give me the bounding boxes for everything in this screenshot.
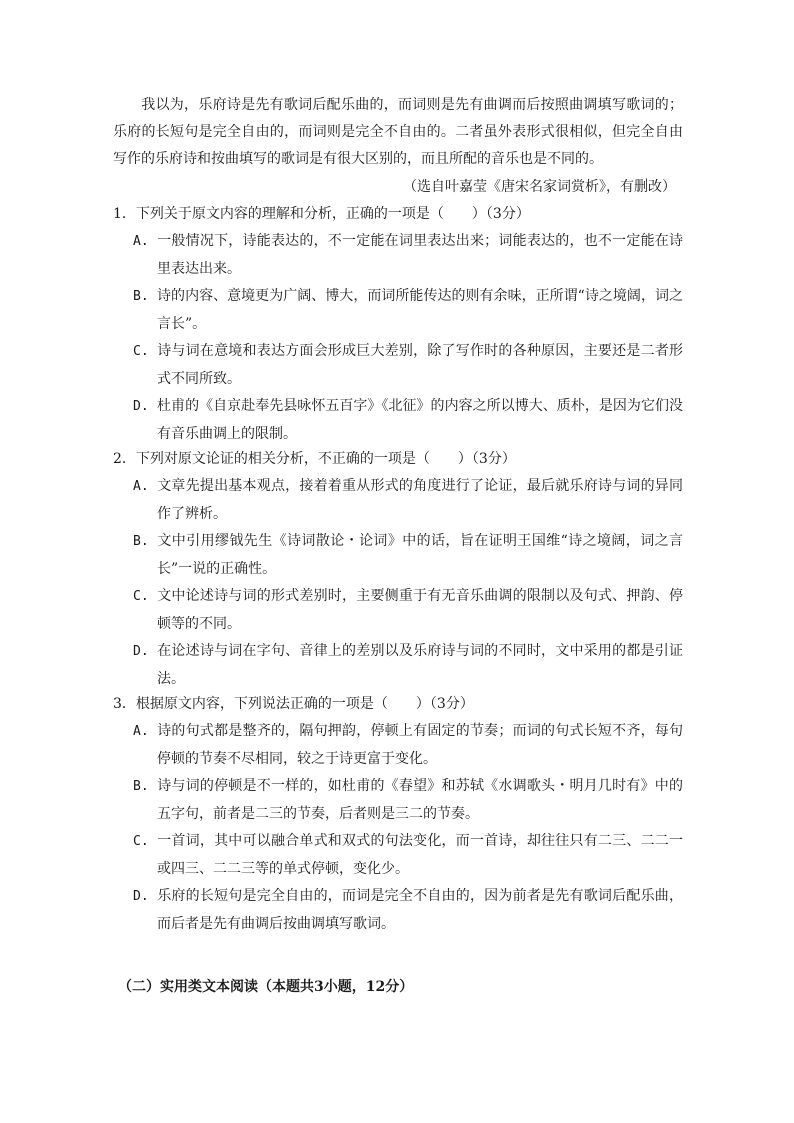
question-1 [113,201,683,448]
option-text: 文章先提出基本观点，接着着重从形式的角度进行了论证，最后就乐府诗与词的异同作了辨析。 [157,478,683,522]
option-d [113,638,683,693]
option-letter: B. [133,289,149,304]
option-text: 一首词，其中可以融合单式和双式的句法变化，而一首诗，却往往只有二三、二二一或四三、二二三等的单式停顿，变化少。 [157,833,683,877]
option-text: 杜甫的《自京赴奉先县咏怀五百字》《北征》的内容之所以博大、质朴，是因为它们没有音乐曲调上的限制。 [157,398,683,442]
option-c [113,828,683,883]
option-b [113,528,683,583]
question-stem: 1．下列关于原文内容的理解和分析，正确的一项是（ ）（3分） [113,206,530,222]
option-letter: D. [133,644,149,659]
option-a [113,473,683,528]
option-letter: A. [133,234,149,249]
question-3 [113,691,683,938]
section-heading: （二）实用类文本阅读（本题共3小题，12分） [118,979,414,995]
option-letter: C. [133,589,149,604]
option-text: 诗的句式都是整齐的，隔句押韵，停顿上有固定的节奏；而词的句式长短不齐，每句停顿的节奏不尽相同，较之于诗更富于变化。 [157,723,683,767]
option-b [113,773,683,828]
option-letter: A. [133,479,149,494]
option-text: 乐府的长短句是完全自由的，而词是完全不自由的，因为前者是先有歌词后配乐曲，而后者是先有曲调后按曲调填写歌词。 [157,888,683,932]
question-stem: 3．根据原文内容，下列说法正确的一项是（ ）（3分） [113,696,474,712]
option-text: 文中论述诗与词的形式差别时，主要侧重于有无音乐曲调的限制以及句式、押韵、停顿等的不同。 [157,588,683,632]
option-text: 诗与词的停顿是不一样的，如杜甫的《春望》和苏轼《水调歌头・明月几时有》中的五字句，前者是二三的节奏，后者则是三二的节奏。 [157,778,683,822]
question-stem: 2．下列对原文论证的相关分析，不正确的一项是（ ）（3分） [113,451,516,467]
source-citation: （选自叶嘉莹《唐宋名家词赏析》，有删改） [403,179,676,195]
option-text: 诗与词在意境和表达方面会形成巨大差别，除了写作时的各种原因，主要还是二者形式不同所致。 [157,343,683,387]
option-letter: B. [133,779,149,794]
question-2 [113,446,683,693]
option-b [113,283,683,338]
option-c [113,583,683,638]
option-letter: D. [133,399,149,414]
option-c [113,338,683,393]
option-text: 在论述诗与词在字句、音律上的差别以及乐府诗与词的不同时，文中采用的都是引证法。 [157,643,683,687]
option-letter: A. [133,724,149,739]
option-text: 一般情况下，诗能表达的，不一定能在词里表达出来；词能表达的，也不一定能在诗里表达出来。 [157,233,683,277]
intro-paragraph [113,92,683,173]
intro-paragraph-text: 我以为，乐府诗是先有歌词后配乐曲的，而词则是先有曲调而后按照曲调填写歌词的；乐府的长短句是完全自由的，而词则是完全不自由的。二者虽外表形式很相似，但完全自由写作的乐府诗和按曲填写的歌词是有很大区别的，而且所配的音乐也是不同的。 [113,97,683,167]
option-a [113,228,683,283]
option-text: 文中引用缪钺先生《诗词散论・论词》中的话，旨在证明王国维“诗之境阔，词之言长”一说的正确性。 [157,533,683,577]
option-letter: B. [133,534,149,549]
option-text: 诗的内容、意境更为广阔、博大，而词所能传达的则有余味，正所谓“诗之境阔，词之言长”。 [157,288,683,332]
option-letter: C. [133,344,149,359]
option-a [113,718,683,773]
option-letter: C. [133,834,149,849]
option-d [113,883,683,938]
option-d [113,393,683,448]
option-letter: D. [133,889,149,904]
